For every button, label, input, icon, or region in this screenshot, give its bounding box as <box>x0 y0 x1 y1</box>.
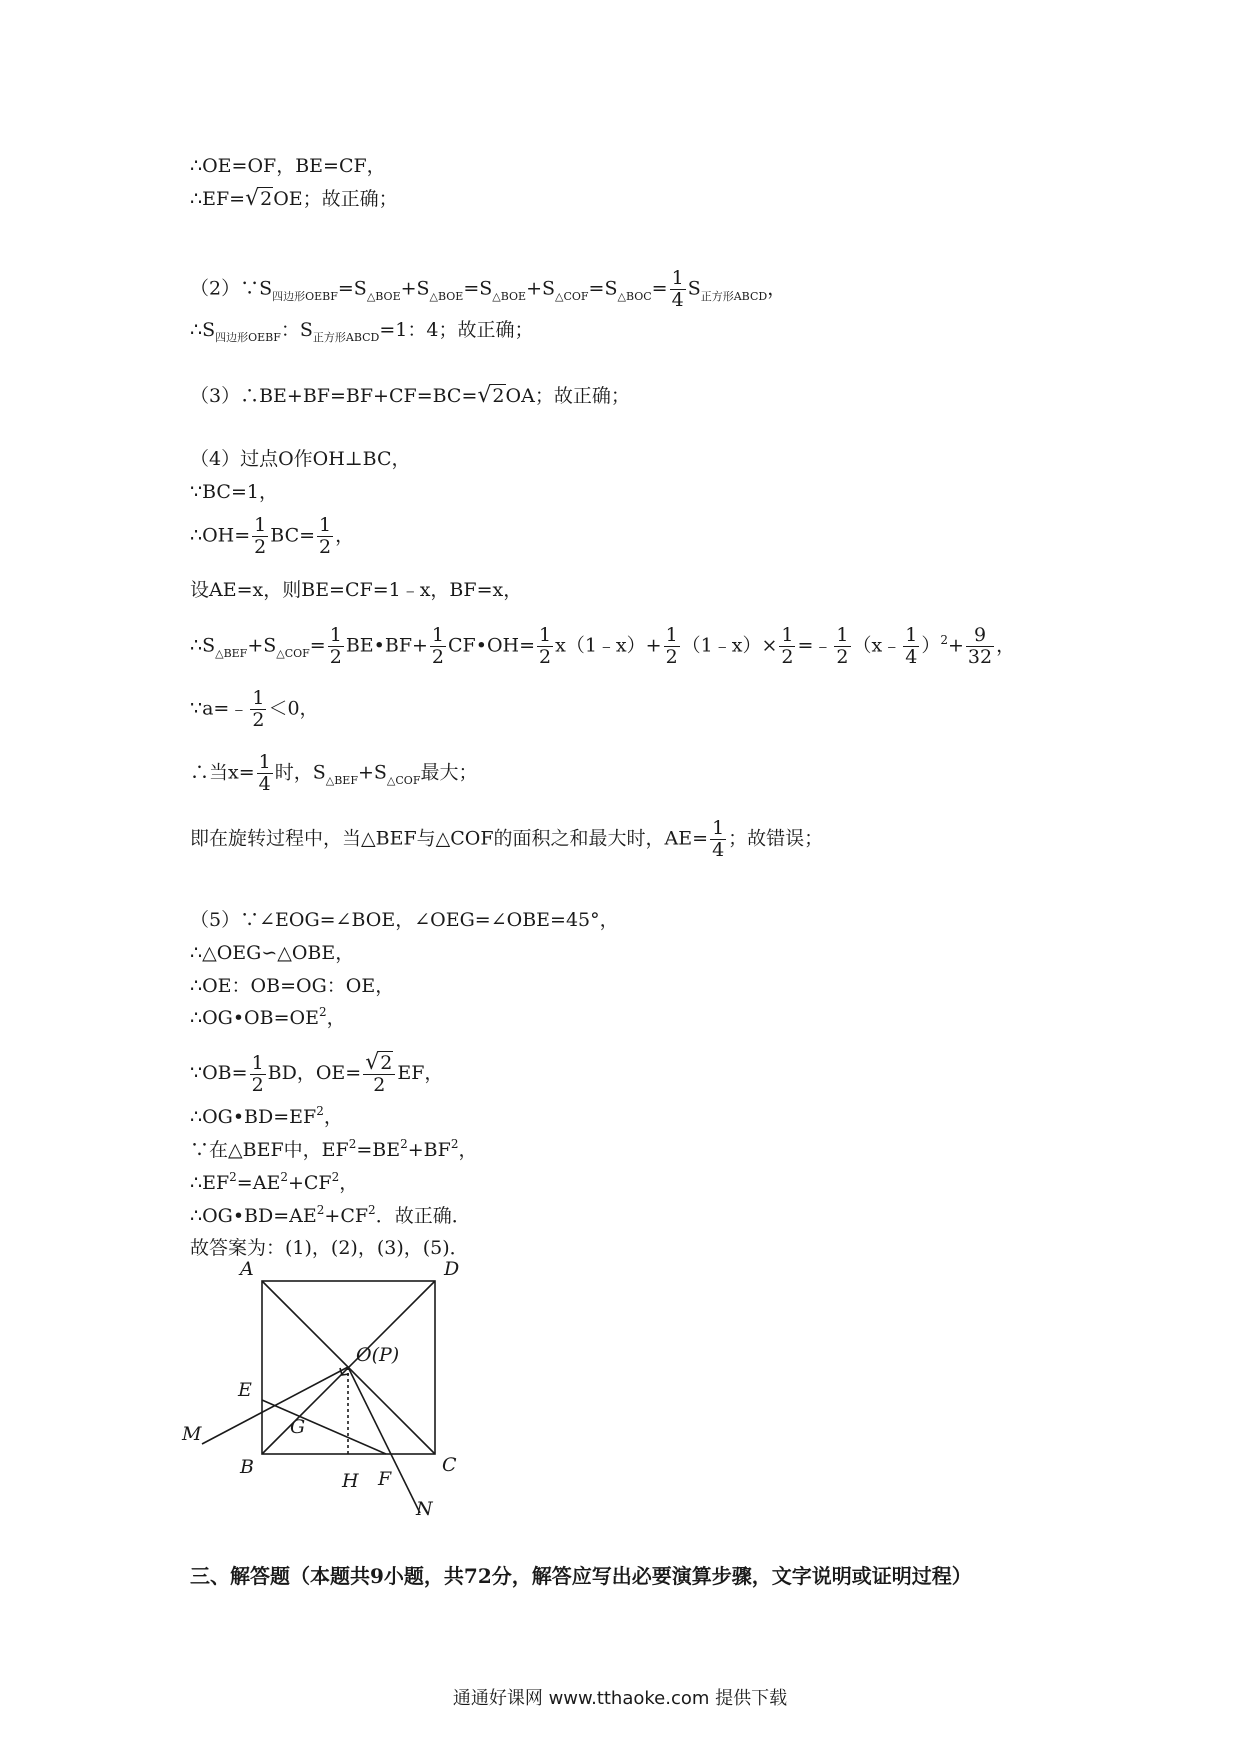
label-c: C <box>442 1454 457 1476</box>
ray-on <box>348 1367 420 1513</box>
line-7: ∵BC=1， <box>190 481 278 503</box>
fraction: $\frac{1}{2}$ <box>431 624 445 668</box>
fraction: $\frac{1}{2}$ <box>836 624 849 668</box>
line-6: （4）过点O作OH⊥BC， <box>190 448 411 470</box>
line-2: ∴EF=√2OE；故正确； <box>190 186 398 211</box>
line-21: $\therefore EF^2=AE^2+CF^2$， <box>190 1170 359 1194</box>
fraction: $\frac{1}{2}$ <box>329 624 342 668</box>
line-23: 故答案为：(1)，(2)，(3)，(5)． <box>190 1237 469 1259</box>
fraction: $\frac{1}{2}$ <box>781 624 794 668</box>
line-16: ∴OE：OB=OG：OE， <box>190 975 395 997</box>
label-g: G <box>290 1416 306 1438</box>
label-f: F <box>378 1468 392 1490</box>
fraction: $\frac{1}{2}$ <box>254 514 267 558</box>
line-1: ∴OE=OF，BE=CF， <box>190 155 386 177</box>
fraction: $\frac{9}{32}$ <box>967 624 993 668</box>
geometry-figure <box>180 1255 480 1520</box>
line-15: ∴△OEG∽△OBE， <box>190 942 355 964</box>
line-19: $\therefore OG•BD=EF^2$， <box>190 1104 343 1128</box>
line-5: （3）∴BE+BF=BF+CF=BC=√2OA；故正确； <box>190 383 630 408</box>
label-d: D <box>444 1258 460 1280</box>
fraction: $\frac{1}{2}$ <box>539 624 552 668</box>
fraction: $\frac{√2}{2}$ <box>363 1052 395 1096</box>
line-17: $\therefore OG•OB=OE^2$， <box>190 1005 346 1029</box>
label-a: A <box>240 1258 254 1280</box>
label-b: B <box>240 1456 254 1478</box>
line-12: ∴当x= $\frac{1}{4}$ 时，$S_{\triangle BEF}+S_{\triangle COF}$最大； <box>190 751 478 795</box>
fraction: $\frac{1}{2}$ <box>252 687 265 731</box>
label-n: N <box>416 1498 433 1520</box>
section-heading: 三、解答题（本题共9小题，共72分，解答应写出必要演算步骤，文字说明或证明过程） <box>190 1564 972 1588</box>
line-11: ∵a=﹣ $\frac{1}{2}$ ＜0， <box>190 687 319 731</box>
sqrt-symbol: √2 <box>365 1050 393 1075</box>
sqrt-symbol: √2 <box>245 186 273 211</box>
label-e: E <box>238 1379 252 1401</box>
line-4: $\therefore S_{四边形OEBF}$：$S_{正方形ABCD}=1$：4；故正确； <box>190 319 534 344</box>
label-h: H <box>342 1470 359 1492</box>
line-3: $(2)\because S_{四边形OEBF}=S_{\triangle BOE}+S_{\triangle BOE}=S_{\triangle BOE}+S_{\triangle COF}=S_{\triangle BOC}=$ $\frac{1}{4}$ $S_{正方形ABCD}$， <box>190 267 787 311</box>
fraction: $\frac{1}{4}$ <box>671 267 684 311</box>
page-footer: 通通好课网 www.tthaoke.com 提供下载 <box>452 1688 788 1709</box>
fraction: $\frac{1}{4}$ <box>258 751 271 795</box>
fraction: $\frac{1}{2}$ <box>319 514 332 558</box>
line-20: ∵在△BEF中，$EF^2=BE^2+BF^2$， <box>190 1137 478 1161</box>
line-14: （5）∵∠EOG=∠BOE，∠OEG=∠OBE=45°， <box>190 909 619 931</box>
fraction: $\frac{1}{2}$ <box>251 1051 264 1096</box>
sqrt-symbol: √2 <box>477 383 505 408</box>
line-22: $\therefore OG•BD=AE^2+CF^2$．故正确． <box>190 1203 471 1227</box>
label-m: M <box>182 1423 202 1445</box>
line-10: $\therefore S_{\triangle BEF}+S_{\triangle COF}=$ $\frac{1}{2}$ BE•BF+ $\frac{1}{2}$ CF•OH= $\frac{1}{2}$ x（1﹣x）+ $\frac{1}{2}$ （1﹣x）× $\frac{1}{2}$ =﹣ $\frac{1}{2}$ （x﹣ $\frac{1}{4}$ ）$^2$+ $\frac{9}{32}$ ， <box>190 624 1016 668</box>
fraction: $\frac{1}{4}$ <box>712 817 725 861</box>
line-13: 即在旋转过程中，当△BEF与△COF的面积之和最大时，AE= $\frac{1}{4}$ ；故错误； <box>190 817 824 861</box>
fraction: $\frac{1}{4}$ <box>905 624 918 668</box>
fraction: $\frac{1}{2}$ <box>665 624 678 668</box>
line-18: ∵OB= $\frac{1}{2}$ BD，OE= $\frac{√2}{2}$ EF， <box>190 1050 444 1096</box>
line-9: 设AE=x，则BE=CF=1﹣x，BF=x， <box>190 579 523 601</box>
line-8: ∴OH= $\frac{1}{2}$ BC= $\frac{1}{2}$ ， <box>190 514 355 558</box>
label-o: O(P) <box>356 1344 400 1366</box>
